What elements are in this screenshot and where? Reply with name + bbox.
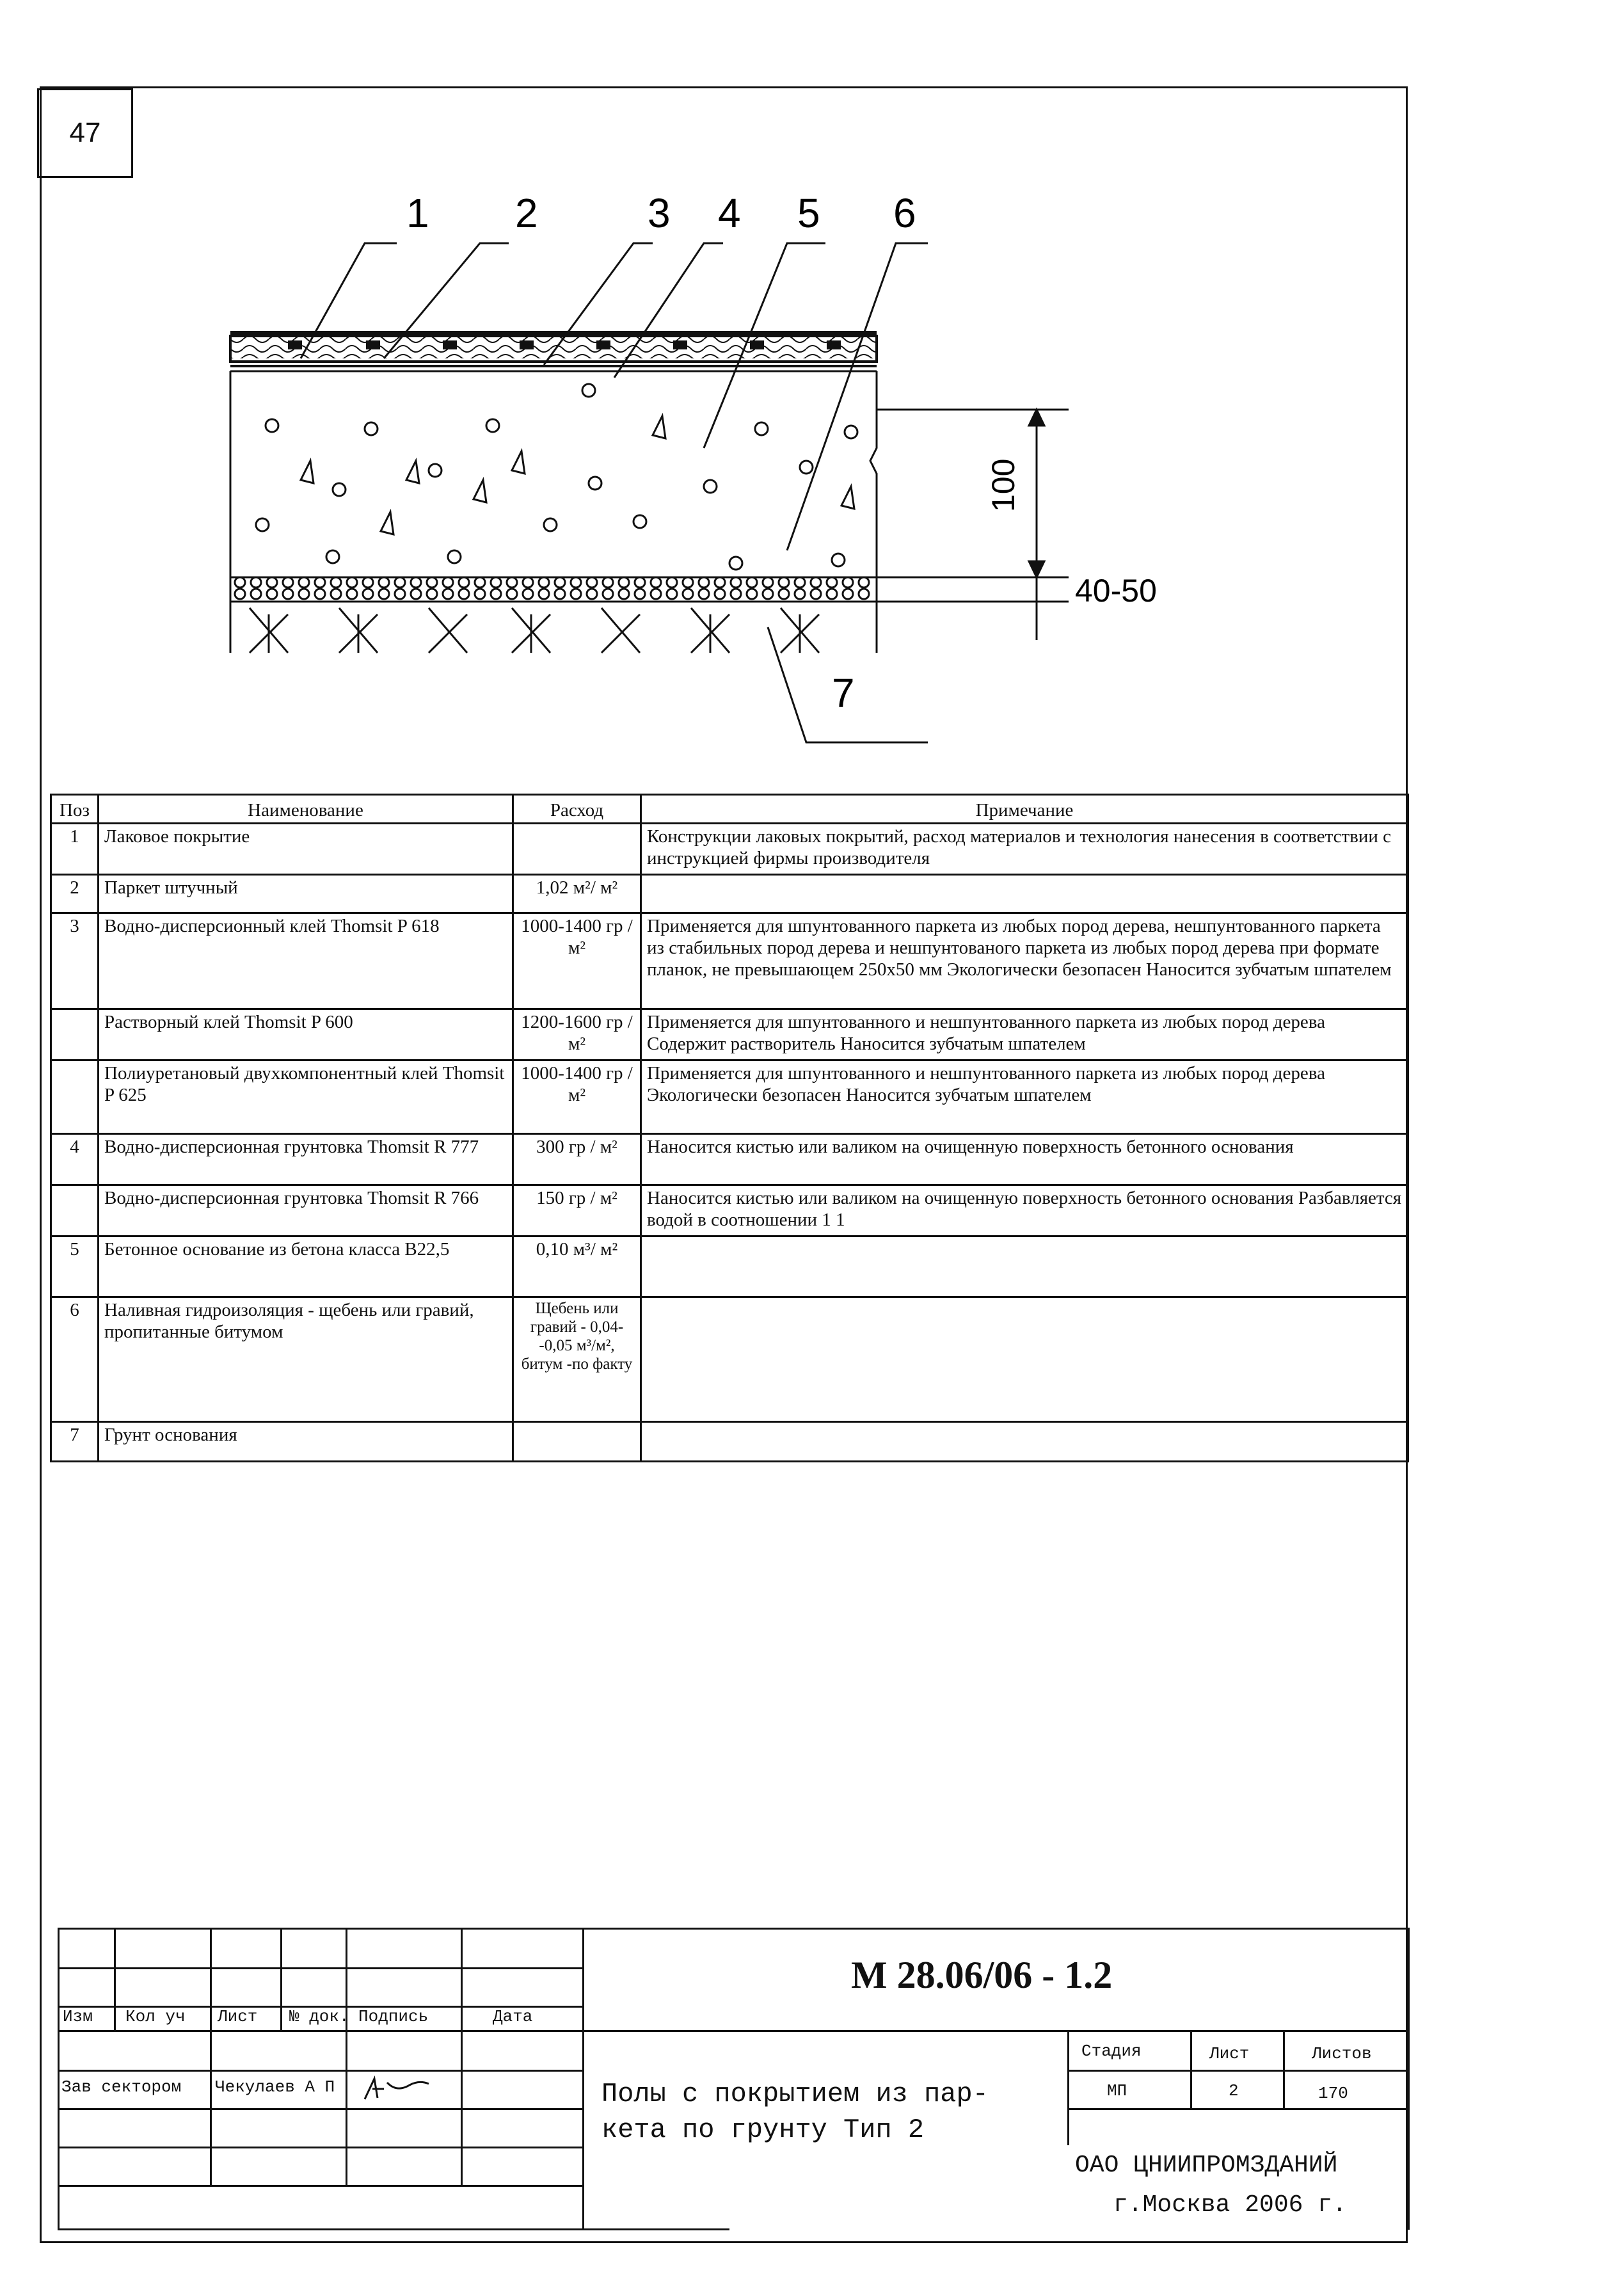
row-rate: 0,10 м³/ м² (513, 1236, 641, 1297)
table-row (51, 1134, 1408, 1185)
sheet-value: 2 (1229, 2081, 1239, 2100)
row-pos (51, 1185, 99, 1236)
table-row (51, 824, 1408, 875)
header-rate: Расход (513, 795, 641, 824)
row-name: Водно-дисперсионный клей Thomsit P 618 (99, 913, 513, 1009)
col-label-sign: Подпись (358, 2007, 429, 2026)
gravel-layer (230, 577, 877, 602)
table-header-row (51, 795, 1408, 824)
table-row (51, 875, 1408, 913)
table-row (51, 1009, 1408, 1060)
header-name: Наименование (99, 795, 513, 824)
row-name: Полиуретановый двухкомпонентный клей Thomsit P 625 (99, 1060, 513, 1134)
role-label: Зав сектором (61, 2077, 182, 2097)
row-pos: 3 (51, 913, 99, 1009)
row-pos: 7 (51, 1422, 99, 1462)
callout-5: 5 (797, 190, 820, 236)
col-label-izm: Изм (63, 2007, 93, 2026)
dim-40-50: 40-50 (1075, 573, 1157, 609)
stage-label: Стадия (1081, 2042, 1142, 2061)
row-pos: 2 (51, 875, 99, 913)
table-row (51, 1185, 1408, 1236)
row-name: Паркет штучный (99, 875, 513, 913)
city-year: г.Москва 2006 г. (1113, 2191, 1347, 2219)
row-note (641, 1297, 1408, 1422)
specification-table (50, 794, 1409, 1462)
person-name: Чекулаев А П (215, 2077, 335, 2097)
sheets-label: Листов (1312, 2044, 1372, 2063)
row-pos: 5 (51, 1236, 99, 1297)
dim-100: 100 (985, 458, 1021, 512)
row-rate: 1000-1400 гр / м² (513, 1060, 641, 1134)
row-pos (51, 1060, 99, 1134)
row-pos: 6 (51, 1297, 99, 1422)
organisation: ОАО ЦНИИПРОМЗДАНИЙ (1075, 2152, 1338, 2179)
page-number: 47 (37, 88, 133, 178)
callout-6: 6 (893, 190, 916, 236)
row-note: Применяется для шпунтованного и нешпунтованного паркета из любых пород дерева Экологически безопасен Наносится зубчатым шпателем (641, 1060, 1408, 1134)
row-note: Конструкции лаковых покрытий, расход материалов и технология нанесения в соответствии с инструкцией фирмы производителя (641, 824, 1408, 875)
callout-4: 4 (718, 190, 741, 236)
callout-2: 2 (515, 190, 538, 236)
row-rate: 1200-1600 гр / м² (513, 1009, 641, 1060)
row-rate: 1,02 м²/ м² (513, 875, 641, 913)
row-rate (513, 824, 641, 875)
callout-7: 7 (832, 670, 855, 716)
parquet-layer (230, 333, 877, 371)
callout-1: 1 (406, 190, 429, 236)
row-name: Растворный клей Thomsit P 600 (99, 1009, 513, 1060)
table-row (51, 1060, 1408, 1134)
row-pos: 4 (51, 1134, 99, 1185)
title-block (58, 1928, 1409, 2235)
callout-3: 3 (648, 190, 671, 236)
row-pos: 1 (51, 824, 99, 875)
row-note: Наносится кистью или валиком на очищенную поверхность бетонного основания Разбавляется водой в соотношении 1 1 (641, 1185, 1408, 1236)
table-row (51, 913, 1408, 1009)
table-row (51, 1236, 1408, 1297)
dimension-lines (877, 410, 1069, 640)
concrete-base-layer (230, 371, 877, 653)
gravel-row (235, 577, 869, 599)
row-rate: 300 гр / м² (513, 1134, 641, 1185)
sheets-value: 170 (1318, 2084, 1348, 2103)
col-label-list: Лист (218, 2007, 258, 2026)
col-label-doc: № док. (289, 2007, 349, 2026)
row-note: Применяется для шпунтованного и нешпунтованного паркета из любых пород дерева Содержит растворитель Наносится зубчатым шпателем (641, 1009, 1408, 1060)
row-note (641, 875, 1408, 913)
row-name: Водно-дисперсионная грунтовка Thomsit R 766 (99, 1185, 513, 1236)
row-name: Водно-дисперсионная грунтовка Thomsit R 777 (99, 1134, 513, 1185)
header-note: Примечание (641, 795, 1408, 824)
signature-mark (358, 2074, 435, 2106)
row-rate: Щебень или гравий - 0,04--0,05 м³/м², битум -по факту (513, 1297, 641, 1422)
callout-labels (406, 190, 916, 716)
table-row (51, 1422, 1408, 1462)
row-pos (51, 1009, 99, 1060)
callout-leaders (301, 243, 928, 742)
sheet-label: Лист (1209, 2044, 1250, 2063)
col-label-date: Дата (493, 2007, 533, 2026)
soil-hatch (250, 608, 819, 653)
row-note (641, 1236, 1408, 1297)
col-label-kol: Кол уч (125, 2007, 186, 2026)
stage-value: МП (1107, 2081, 1127, 2100)
row-name: Грунт основания (99, 1422, 513, 1462)
row-note (641, 1422, 1408, 1462)
row-note: Наносится кистью или валиком на очищенную поверхность бетонного основания (641, 1134, 1408, 1185)
floor-section-drawing (192, 179, 1216, 755)
document-code: М 28.06/06 - 1.2 (851, 1954, 1113, 1996)
row-note: Применяется для шпунтованного паркета из любых пород дерева, нешпунтованного паркета из стабильных пород дерева и нешпунтованого паркета из любых пород дерева при формате планок, не превышающем 250x50 мм Экологически безопасен Наносится зубчатым шпателем (641, 913, 1408, 1009)
row-name: Бетонное основание из бетона класса В22,5 (99, 1236, 513, 1297)
drawing-title-line2: кета по грунту Тип 2 (601, 2115, 925, 2145)
row-name: Наливная гидроизоляция - щебень или гравий, пропитанные битумом (99, 1297, 513, 1422)
row-name: Лаковое покрытие (99, 824, 513, 875)
table-row (51, 1297, 1408, 1422)
row-rate (513, 1422, 641, 1462)
drawing-title-line1: Полы с покрытием из пар- (601, 2079, 989, 2109)
header-pos: Поз (51, 795, 99, 824)
row-rate: 150 гр / м² (513, 1185, 641, 1236)
row-rate: 1000-1400 гр / м² (513, 913, 641, 1009)
